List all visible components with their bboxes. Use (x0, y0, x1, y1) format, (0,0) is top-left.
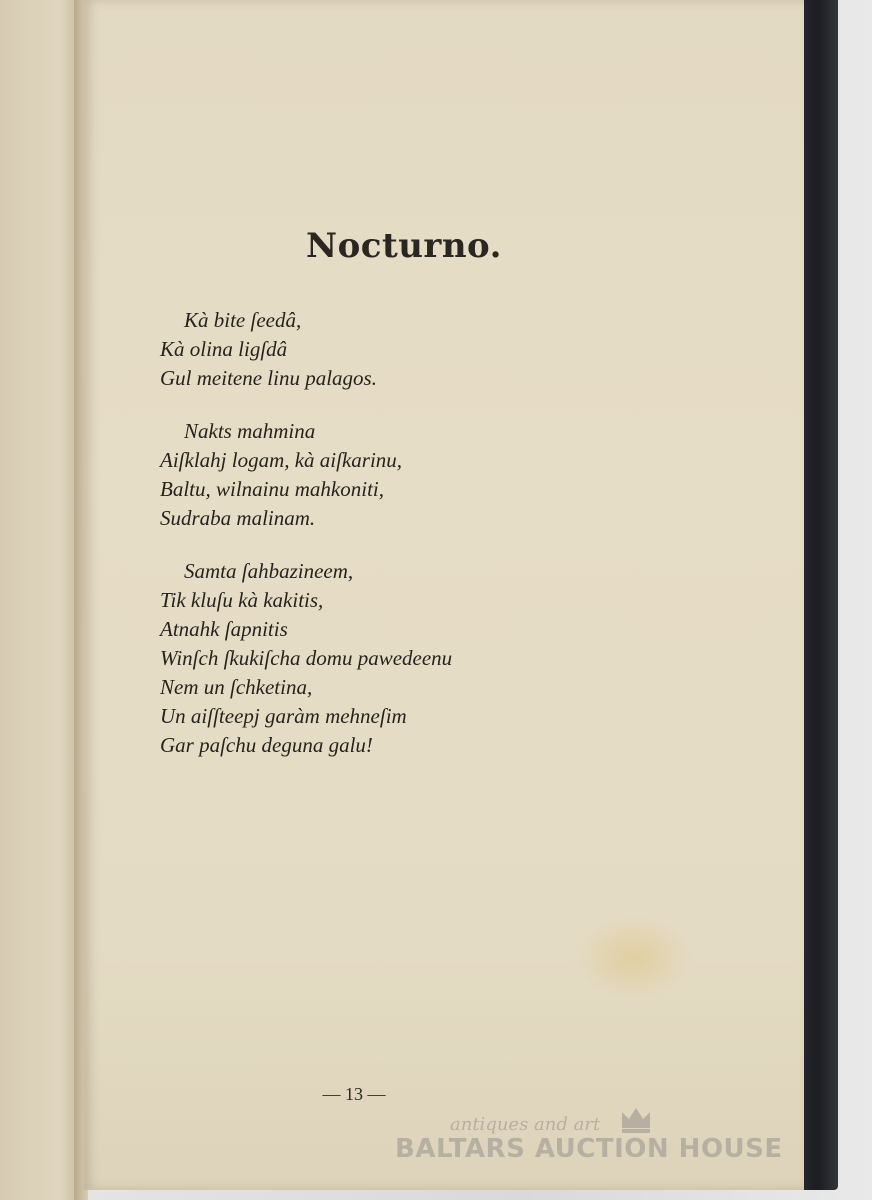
poem-line: Kà bite ſeedâ, (184, 308, 302, 332)
watermark-tagline: antiques and art (450, 1114, 601, 1135)
stanza-1 (160, 306, 620, 393)
poem-line: Samta ſahbazineem, (184, 559, 354, 583)
stanza-3 (160, 557, 620, 760)
watermark-house-name: BALTARS AUCTION HOUSE (395, 1134, 783, 1164)
crown-icon (619, 1104, 653, 1134)
poem-line: Gul meitene linu palagos. (160, 366, 377, 390)
book-page (84, 0, 804, 1190)
poem-line: Un aiſſteepj garàm mehneſim (160, 704, 407, 728)
poem-line: Sudraba malinam. (160, 506, 316, 530)
poem-line: Nem un ſchketina, (160, 675, 313, 699)
poem-line: Gar paſchu deguna galu! (160, 733, 373, 757)
poem-body (160, 306, 620, 784)
page-number: — 13 — (322, 1084, 386, 1104)
poem-line: Nakts mahmina (184, 419, 316, 443)
poem-line: Winſch ſkukiſcha domu pawedeenu (160, 646, 453, 670)
poem-line: Tik kluſu kà kakitis, (160, 588, 324, 612)
poem-line: Baltu, wilnainu mahkoniti, (160, 477, 384, 501)
paper-stain (574, 915, 694, 1000)
left-page-edge (0, 0, 81, 1200)
poem-line: Kà olina ligſdâ (160, 337, 288, 361)
poem-title: Nocturno. (306, 226, 502, 266)
poem-line: Atnahk ſapnitis (160, 617, 288, 641)
auction-watermark (395, 1098, 795, 1168)
poem-line: Aiſklahj logam, kà aiſkarinu, (160, 448, 403, 472)
stanza-2 (160, 417, 620, 533)
